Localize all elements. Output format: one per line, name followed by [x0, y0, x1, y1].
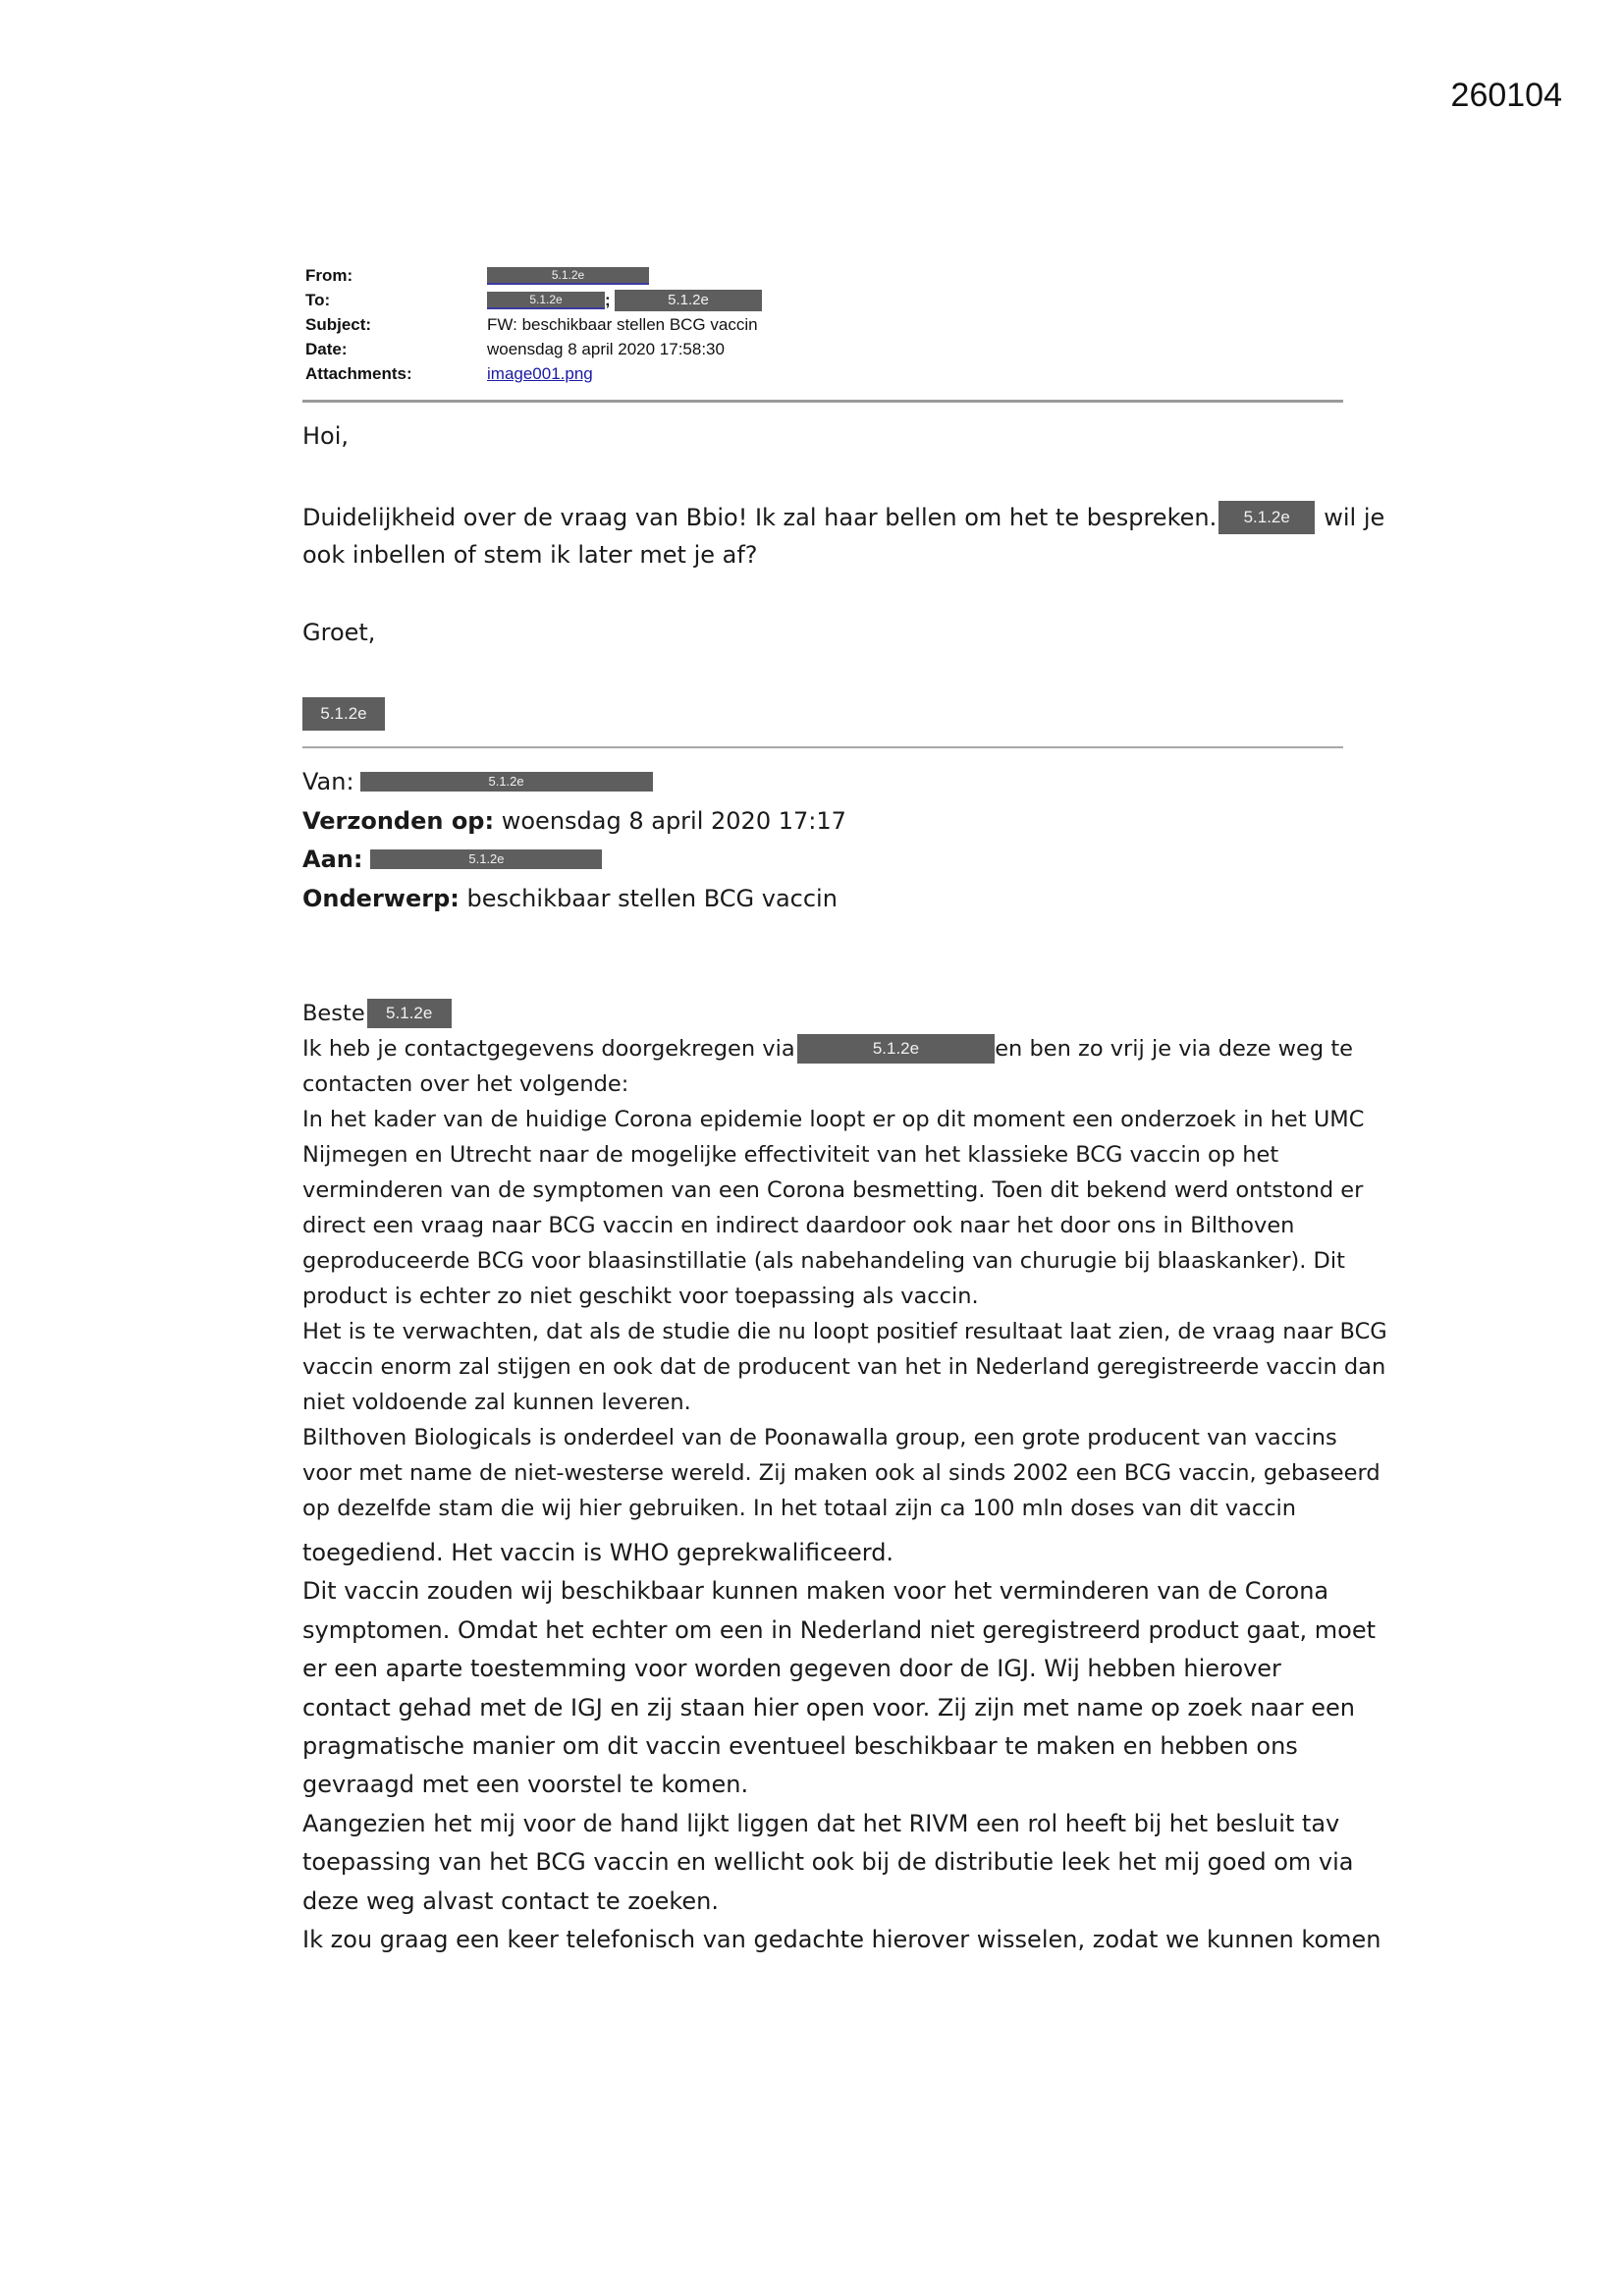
reply-line-1 — [302, 501, 1384, 534]
reply-line-1-end: wil je — [1324, 504, 1385, 531]
subject-label: Subject: — [305, 315, 372, 334]
aan-redaction: 5.1.2e — [370, 849, 602, 869]
van-redaction: 5.1.2e — [360, 772, 653, 792]
letter-line: Bilthoven Biologicals is onderdeel van de Poonawalla group, een grote producent van vaccins — [302, 1425, 1337, 1450]
letter-line: pragmatische manier om dit vaccin eventueel beschikbaar te maken en hebben ons — [302, 1732, 1298, 1761]
attachments-row — [305, 361, 1341, 386]
attachments-label: Attachments: — [305, 364, 412, 383]
aan-label: Aan: — [302, 846, 363, 873]
to-separator: ; — [605, 291, 611, 309]
verzonden-label: Verzonden op: — [302, 807, 495, 835]
attachment-link[interactable]: image001.png — [487, 364, 593, 383]
van-label: Van: — [302, 768, 354, 795]
letter-line: product is echter zo niet geschikt voor toepassing als vaccin. — [302, 1284, 979, 1309]
salutation-text: Beste — [302, 1001, 365, 1026]
verzonden-value: woensdag 8 april 2020 17:17 — [501, 807, 846, 835]
letter-line: toegediend. Het vaccin is WHO geprekwalificeerd. — [302, 1539, 894, 1566]
intro-text: Ik heb je contactgegevens doorgekregen via — [302, 1036, 795, 1062]
letter-line: niet voldoende zal kunnen leveren. — [302, 1390, 691, 1415]
to-row — [305, 288, 1341, 312]
salutation-redaction: 5.1.2e — [367, 999, 452, 1028]
letter-line: contact gehad met de IGJ en zij staan hier open voor. Zij zijn met name op zoek naar een — [302, 1693, 1355, 1722]
letter-line: geproduceerde BCG voor blaasinstillatie (als nabehandeling van churugie bij blaaskanker). Dit — [302, 1248, 1345, 1274]
to-label: To: — [305, 291, 331, 309]
from-redaction: 5.1.2e — [487, 267, 649, 285]
letter-line: toepassing van het BCG vaccin en wellicht ook bij de distributie leek het mij goed om via — [302, 1848, 1354, 1877]
letter-line: Aangezien het mij voor de hand lijkt liggen dat het RIVM een rol heeft bij het besluit tav — [302, 1809, 1340, 1837]
reply-line-2: ook inbellen of stem ik later met je af? — [302, 541, 758, 569]
letter-line: Dit vaccin zouden wij beschikbaar kunnen maken voor het verminderen van de Corona — [302, 1577, 1329, 1606]
aan-row — [302, 846, 602, 873]
intro-text-end: en ben zo vrij je via deze weg te — [995, 1036, 1353, 1062]
letter-body-continued — [302, 1534, 1381, 1959]
van-row — [302, 768, 653, 795]
reply-line-1-text: Duidelijkheid over de vraag van Bbio! Ik zal haar bellen om het te bespreken. — [302, 504, 1218, 531]
onderwerp-value: beschikbaar stellen BCG vaccin — [466, 885, 838, 912]
from-label: From: — [305, 266, 353, 285]
letter-line: Ik zou graag een keer telefonisch van gedachte hierover wisselen, zodat we kunnen komen — [302, 1926, 1381, 1954]
letter-line: Het is te verwachten, dat als de studie die nu loopt positief resultaat laat zien, de vraag naar BCG — [302, 1319, 1387, 1344]
intro-redaction: 5.1.2e — [797, 1034, 996, 1064]
letter-line: voor met name de niet-westerse wereld. Zij maken ook al sinds 2002 een BCG vaccin, gebaseerd — [302, 1460, 1380, 1486]
letter-line: deze weg alvast contact te zoeken. — [302, 1886, 720, 1915]
letter-line: verminderen van de symptomen van een Corona besmetting. Toen dit bekend werd ontstond er — [302, 1177, 1364, 1203]
letter-line: gevraagd met een voorstel te komen. — [302, 1771, 749, 1799]
date-row — [305, 337, 1341, 361]
letter-line: er een aparte toestemming voor worden gegeven door de IGJ. Wij hebben hierover — [302, 1655, 1281, 1683]
onderwerp-label: Onderwerp: — [302, 885, 460, 912]
date-value: woensdag 8 april 2020 17:58:30 — [487, 340, 725, 358]
header-divider — [302, 400, 1343, 403]
letter-body — [302, 996, 1387, 1526]
letter-lines — [302, 1066, 1387, 1526]
forward-divider — [302, 746, 1343, 748]
letter-line: Nijmegen en Utrecht naar de mogelijke effectiviteit van het klassieke BCG vaccin op het — [302, 1142, 1279, 1168]
reply-closing: Groet, — [302, 619, 376, 646]
date-label: Date: — [305, 340, 348, 358]
letter-line: symptomen. Omdat het echter om een in Nederland niet geregistreerd product gaat, moet — [302, 1615, 1377, 1644]
to-redaction-1: 5.1.2e — [487, 292, 605, 309]
document-number: 260104 — [1450, 77, 1562, 114]
letter-salutation — [302, 996, 1353, 1031]
email-header — [305, 263, 1341, 386]
signature-redaction: 5.1.2e — [302, 697, 385, 731]
subject-value: FW: beschikbaar stellen BCG vaccin — [487, 315, 758, 334]
onderwerp-row — [302, 885, 838, 912]
subject-row — [305, 312, 1341, 337]
letter-line: direct een vraag naar BCG vaccin en indirect daardoor ook naar het door ons in Bilthoven — [302, 1213, 1295, 1238]
reply-greeting: Hoi, — [302, 422, 350, 450]
letter-line: contacten over het volgende: — [302, 1071, 629, 1097]
letter-line: vaccin enorm zal stijgen en ook dat de producent van het in Nederland geregistreerde vaccin dan — [302, 1354, 1386, 1380]
letter-line: In het kader van de huidige Corona epidemie loopt er op dit moment een onderzoek in het UMC — [302, 1107, 1365, 1132]
to-redaction-2: 5.1.2e — [615, 290, 762, 311]
verzonden-row — [302, 807, 846, 835]
letter-line-intro — [302, 1031, 1353, 1066]
letter-line: op dezelfde stam die wij hier gebruiken. In het totaal zijn ca 100 mln doses van dit vaccin — [302, 1496, 1297, 1521]
from-row — [305, 263, 1341, 288]
reply-redaction: 5.1.2e — [1218, 501, 1315, 534]
